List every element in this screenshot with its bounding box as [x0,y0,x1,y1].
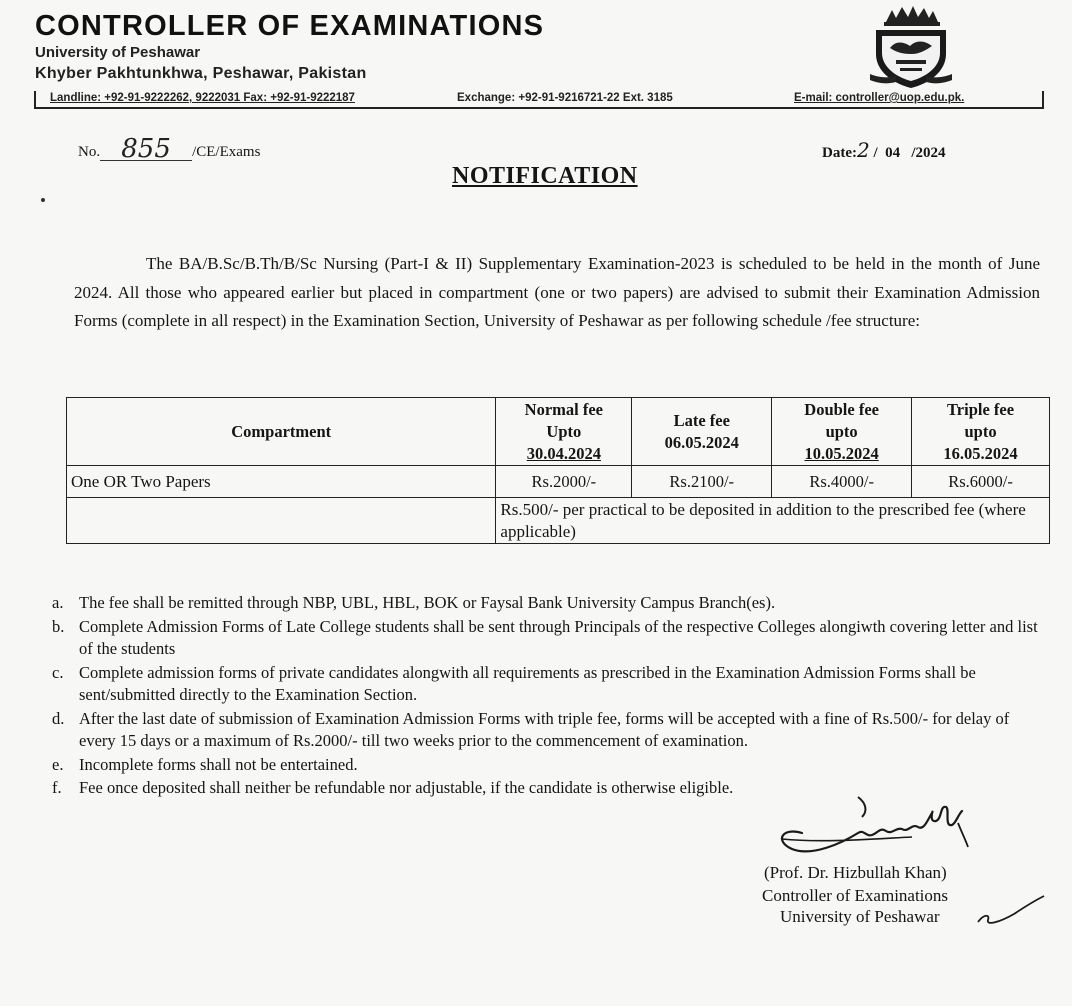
date-day: 2 [856,138,870,162]
list-item-text: The fee shall be remitted through NBP, UBL, HBL, BOK or Faysal Bank University Campus Branch(es). [79,593,776,612]
list-item-marker: a. [52,593,64,612]
signatory-name: (Prof. Dr. Hizbullah Khan) [764,863,947,882]
signatory-designation: Controller of Examinations [762,886,949,905]
university-name: University of Peshawar [35,44,201,61]
list-item-text: Fee once deposited shall neither be refundable nor adjustable, if the candidate is otherwise eligible. [79,778,734,797]
list-item [52,754,1042,777]
header-double-line1: Double fee [804,399,879,419]
header-triple-line2: upto [964,421,997,441]
notification-title: NOTIFICATION [452,163,638,189]
header-double-date: 10.05.2024 [804,443,879,463]
list-item [52,616,1042,661]
header-triple-date: 16.05.2024 [943,443,1018,463]
header-late-fee [632,398,772,466]
header-normal-line2: Upto [546,421,582,441]
list-item-marker: e. [52,754,64,774]
header-normal-date: 30.04.2024 [526,443,601,463]
list-item-marker: d. [52,708,65,728]
date-label: Date: [822,145,857,161]
cell-late-fee: Rs.2100/- [632,466,772,498]
cell-normal-fee: Rs.2000/- [496,466,632,498]
header-late-date: 06.05.2024 [664,432,739,452]
header-double-line2: upto [825,421,858,441]
list-item [52,708,1042,753]
header-normal-line1: Normal fee [524,399,604,419]
notification-date [822,138,946,162]
practical-fee-note: Rs.500/- per practical to be deposited in addition to the prescribed fee (where applicable) [496,498,1050,544]
header-normal-fee [496,398,632,466]
stray-dot [41,198,45,202]
contact-email: E-mail: controller@uop.edu.pk. [794,92,965,104]
list-item-marker: f. [52,778,62,797]
instructions-list [52,592,1042,801]
list-item-text: Incomplete forms shall not be entertained. [79,754,358,774]
list-item [52,592,1042,615]
reference-number-suffix: /CE/Exams [192,144,261,160]
cell-triple-fee: Rs.6000/- [912,466,1050,498]
handwritten-signature [762,793,1012,863]
reference-number-label: No. [78,144,101,160]
contact-phones: Landline: +92-91-9222262, 9222031 Fax: +92-91-9222187 [50,92,355,104]
list-item-text: Complete admission forms of private candidates alongwith all requirements as prescribed in the Examination Admission Forms shall be sent/submitted directly to the Examination Section. [79,662,976,704]
fee-table-header-row [67,398,1050,466]
reference-number-value: 855 [100,138,192,161]
list-item-marker: c. [52,662,64,682]
signature-flourish [976,892,1046,926]
contact-bar [34,91,1044,109]
table-row [67,466,1050,498]
list-item-marker: b. [52,616,65,636]
header-late-line1: Late fee [673,410,730,430]
list-item-text: Complete Admission Forms of Late College students shall be sent through Principals of the respective Colleges alongiwth covering letter and list of the students [79,616,1038,658]
list-item [52,662,1042,707]
cell-empty [67,498,496,544]
address-line: Khyber Pakhtunkhwa, Peshawar, Pakistan [35,65,367,82]
cell-compartment: One OR Two Papers [67,466,496,498]
signatory-institution: University of Peshawar [780,907,940,926]
header-triple-line1: Triple fee [947,399,1015,419]
university-crest-logo [866,4,956,90]
list-item-text: After the last date of submission of Examination Admission Forms with triple fee, forms will be accepted with a fine of Rs.500/- for delay of every 15 days or a maximum of Rs.2000/- till two weeks prior to the commencement of examination. [79,708,1010,750]
header-compartment: Compartment [67,398,496,466]
cell-double-fee: Rs.4000/- [772,466,912,498]
table-note-row [67,498,1050,544]
header-double-fee [772,398,912,466]
notification-body: The BA/B.Sc/B.Th/B/Sc Nursing (Part-I & II) Supplementary Examination-2023 is scheduled to be held in the month of June 2024. All those who appeared earlier but placed in compartment (one or two papers) are advised to submit their Examination Admission Forms (complete in all respect) in the Examination Section, University of Peshawar as per following schedule /fee structure: [74,254,1040,330]
contact-exchange: Exchange: +92-91-9216721-22 Ext. 3185 [457,92,673,104]
office-title: CONTROLLER OF EXAMINATIONS [35,10,545,42]
reference-number [78,134,261,164]
header-triple-fee [912,398,1050,466]
fee-schedule-table [66,397,1050,544]
date-month-year: / 04 /2024 [869,145,946,161]
